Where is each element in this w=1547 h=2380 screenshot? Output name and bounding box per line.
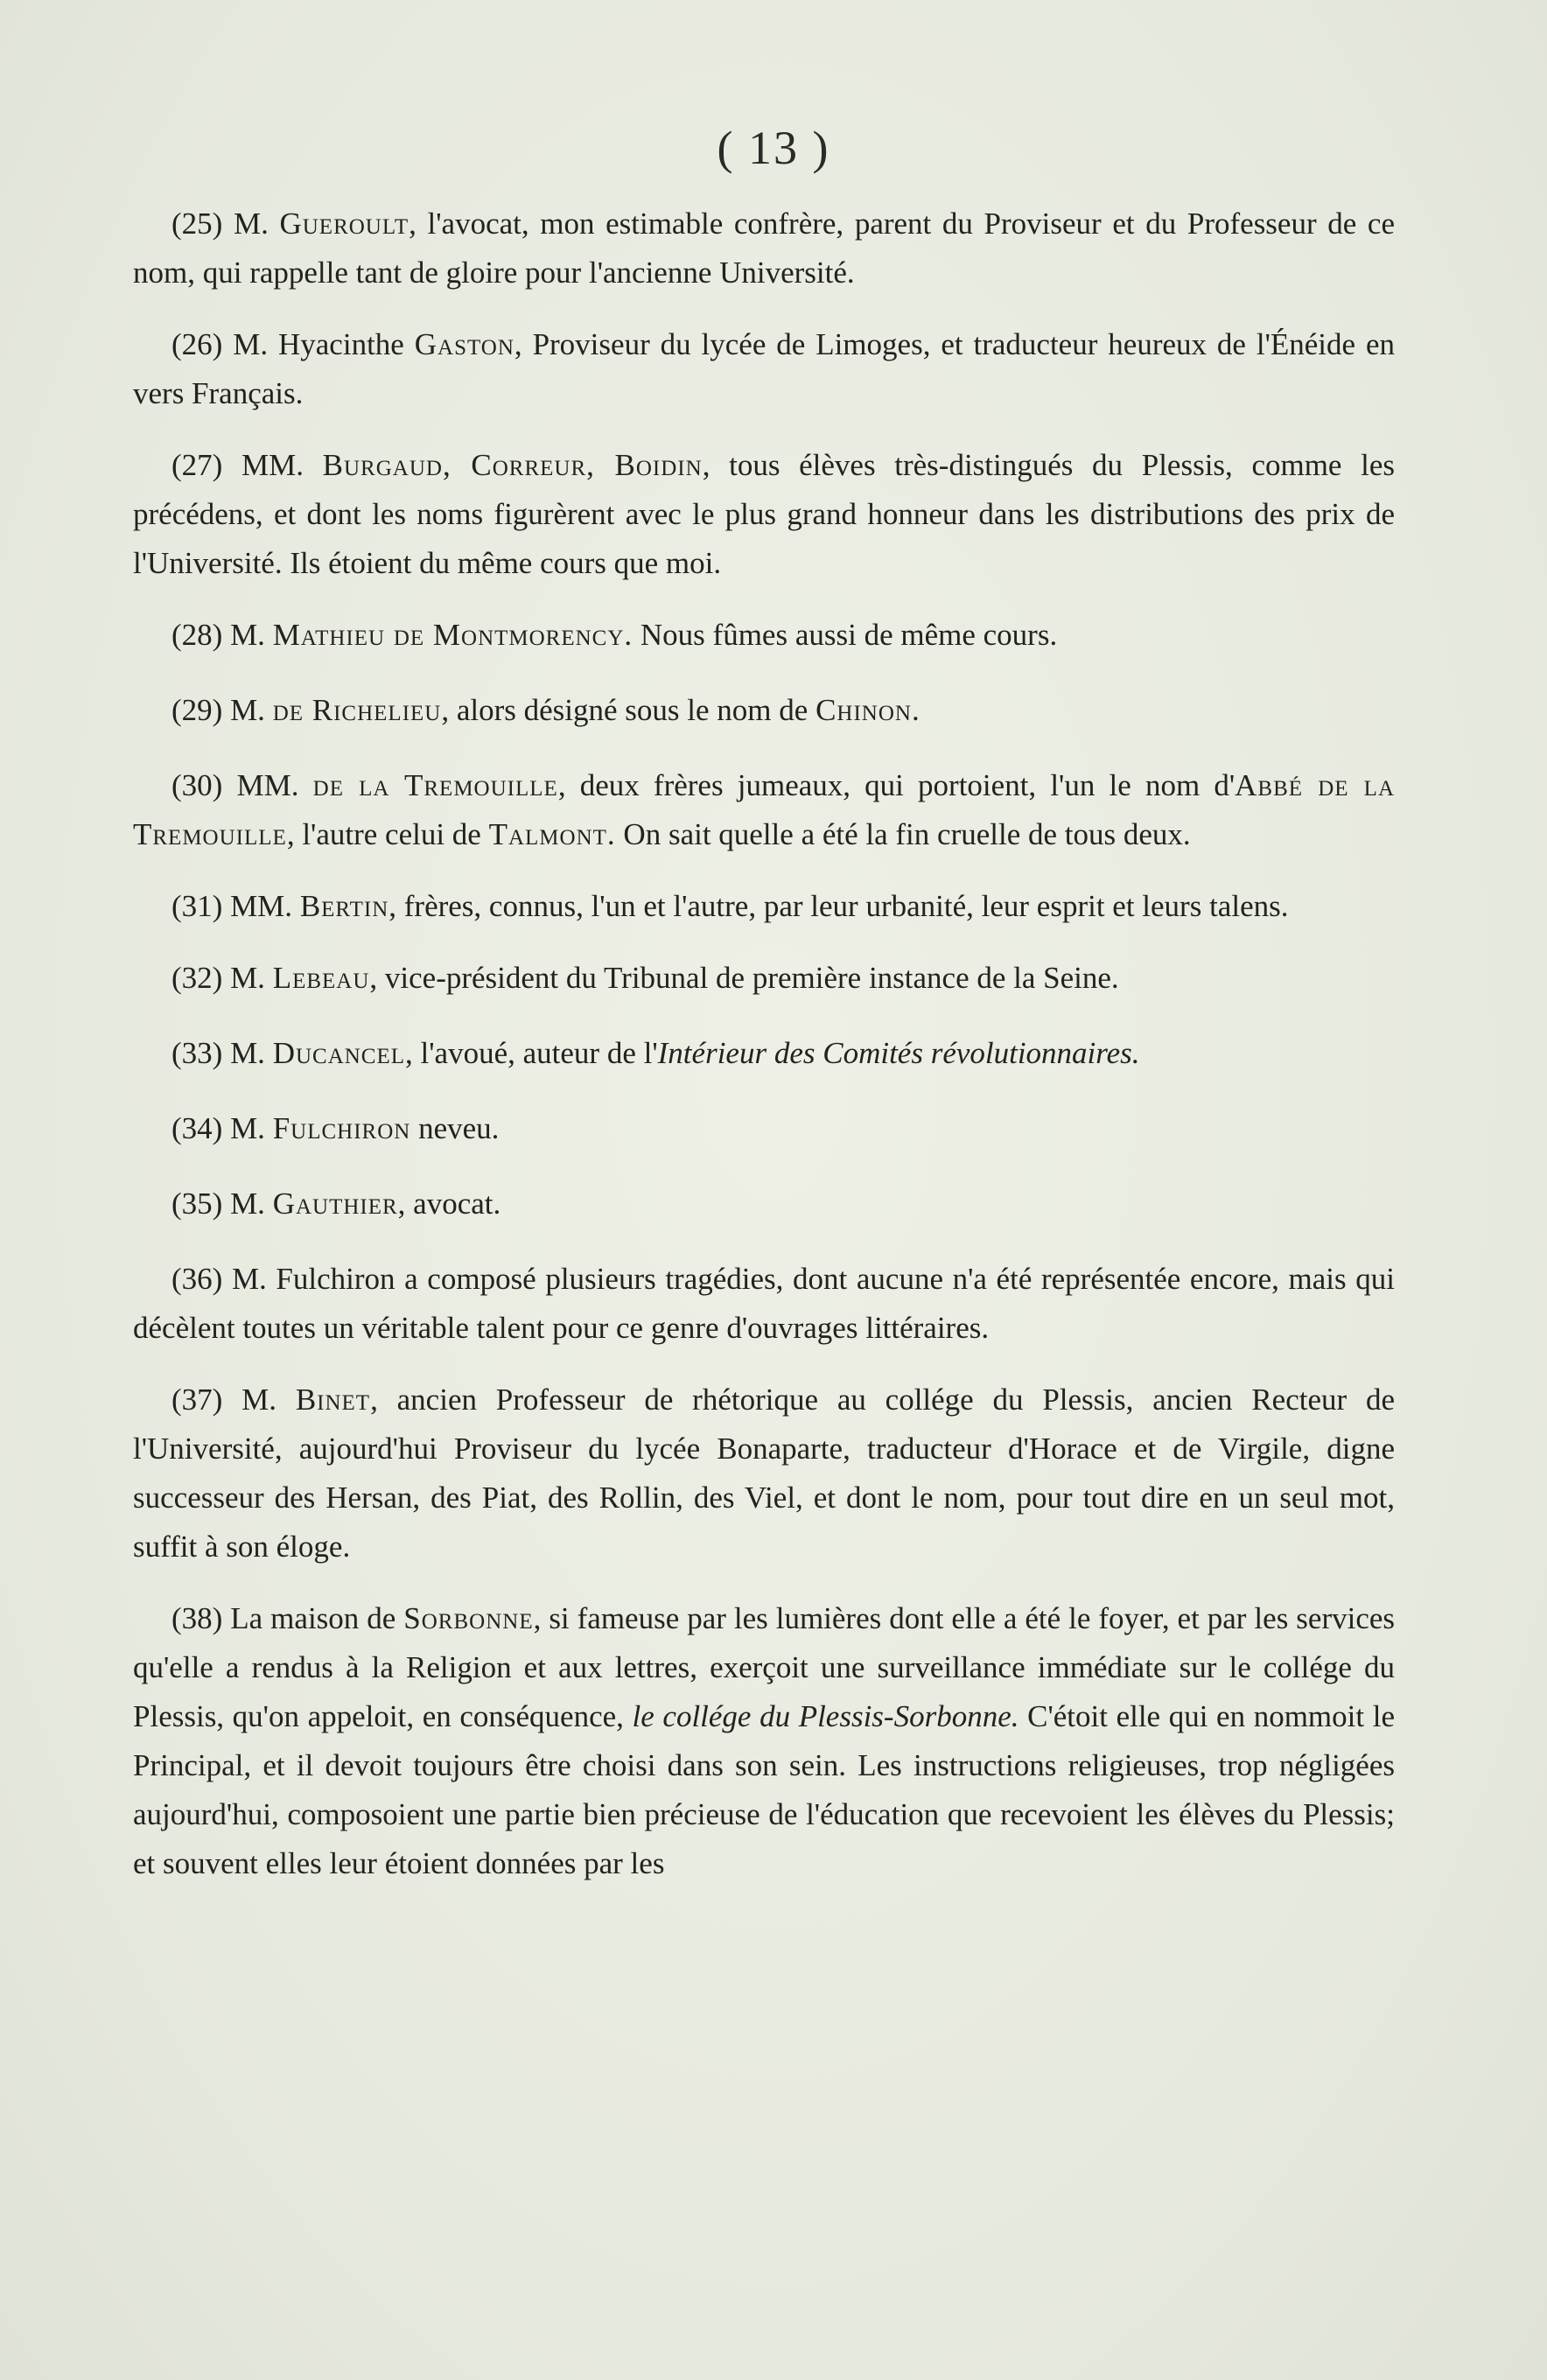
note-name-tertiary: Talmont. <box>488 817 616 851</box>
note-number: (26) <box>172 327 223 361</box>
note-26 <box>133 320 1395 418</box>
note-text: , avocat. <box>397 1186 501 1221</box>
note-38 <box>133 1594 1395 1888</box>
note-text: , frères, connus, l'un et l'autre, par leur urbanité, leur esprit et leurs talens. <box>388 889 1289 923</box>
note-32 <box>133 954 1395 1003</box>
note-name: Lebeau <box>272 961 370 995</box>
note-31 <box>133 882 1395 931</box>
note-lead: La maison de <box>230 1601 396 1635</box>
note-name: de Richelieu <box>272 693 442 727</box>
note-text: , vice-président du Tribunal de première instance de la Seine. <box>369 961 1119 995</box>
note-lead: M. <box>242 1382 276 1417</box>
note-27 <box>133 441 1395 588</box>
note-number: (34) <box>172 1111 223 1145</box>
note-lead: M. <box>230 1111 265 1145</box>
note-name: Ducancel <box>272 1036 406 1070</box>
note-text: , deux frères jumeaux, qui portoient, l'un le nom d' <box>557 768 1236 802</box>
note-number: (37) <box>172 1382 223 1417</box>
note-lead: M. <box>230 1186 265 1221</box>
note-33 <box>133 1029 1395 1078</box>
note-name: Bertin <box>299 889 389 923</box>
note-name: Sorbonne <box>403 1601 534 1635</box>
note-text: , tous élèves très-distingués du Plessis, comme les précédens, et dont les noms figurèrent avec le plus grand honneur dans les distributions des prix de l'Université. Ils étoient du même cours que moi. <box>133 448 1396 580</box>
note-lead: M. <box>230 693 265 727</box>
note-lead: M. <box>230 961 265 995</box>
note-name: Fulchiron <box>272 1111 411 1145</box>
note-35 <box>133 1180 1395 1228</box>
note-text-secondary: , l'autre celui de <box>286 817 489 851</box>
note-34 <box>133 1104 1395 1153</box>
note-text: , l'avocat, mon estimable confrère, parent du Proviseur et du Professeur de ce nom, qui rappelle tant de gloire pour l'ancienne Université. <box>133 206 1396 290</box>
note-lead: M. <box>233 206 269 241</box>
note-36 <box>133 1255 1395 1353</box>
note-name: Gueroult <box>279 206 410 241</box>
note-name: Gaston <box>414 327 514 361</box>
note-text-tertiary: On sait quelle a été la fin cruelle de tous deux. <box>615 817 1191 851</box>
note-text: M. Fulchiron a composé plusieurs tragédies, dont aucune n'a été représentée encore, mais qui décèlent toutes un véritable talent pour ce genre d'ouvrages littéraires. <box>133 1262 1395 1345</box>
note-text: , l'avoué, auteur de l' <box>405 1036 658 1070</box>
note-text: neveu. <box>410 1111 500 1145</box>
note-number: (30) <box>172 768 223 802</box>
note-name: Binet <box>295 1382 371 1417</box>
note-lead: MM. <box>236 768 299 802</box>
note-name: de la Tremouille <box>312 768 558 802</box>
note-name-secondary: Abbé de la Tremouille <box>133 768 1396 851</box>
note-number: (33) <box>172 1036 223 1070</box>
note-lead: M. Hyacinthe <box>233 327 404 361</box>
note-number: (27) <box>172 448 223 482</box>
note-text: , ancien Professeur de rhétorique au collége du Plessis, ancien Recteur de l'Université, aujourd'hui Proviseur du lycée Bonaparte, traducteur d'Horace et de Virgile, digne successeur des Hersan, des Piat, des Rollin, des Viel, et dont le nom, pour tout dire en un seul mot, suffit à son éloge. <box>133 1382 1395 1564</box>
page-number: ( 13 ) <box>717 122 830 174</box>
note-number: (31) <box>172 889 223 923</box>
note-italic-title: le collége du Plessis-Sorbonne. <box>632 1699 1019 1733</box>
note-name: Burgaud, Correur, Boidin <box>322 448 703 482</box>
note-25 <box>133 200 1395 298</box>
note-name: Gauthier <box>272 1186 398 1221</box>
endnotes-block <box>133 200 1395 1911</box>
note-text: , Proviseur du lycée de Limoges, et traducteur heureux de l'Énéide en vers Français. <box>133 327 1395 410</box>
note-number: (35) <box>172 1186 223 1221</box>
note-29 <box>133 686 1395 735</box>
note-text-secondary: C'étoit elle qui en nommoit le Principal, et il devoit toujours être choisi dans son sein. Les instructions religieuses, trop négligées aujourd'hui, composoient une partie bien précieuse de l'éducation que recevoient les élèves du Plessis; et souvent elles leur étoient données par les <box>133 1699 1395 1880</box>
note-lead: MM. <box>241 448 304 482</box>
note-italic-title: Intérieur des Comités révolutionnaires. <box>657 1036 1140 1070</box>
note-text: , alors désigné sous le nom de <box>441 693 816 727</box>
note-number: (32) <box>172 961 223 995</box>
note-number: (36) <box>172 1262 223 1296</box>
note-text: Nous fûmes aussi de même cours. <box>633 618 1058 652</box>
note-number: (29) <box>172 693 223 727</box>
note-number: (28) <box>172 618 223 652</box>
note-28 <box>133 611 1395 660</box>
note-name: Mathieu de Montmorency. <box>272 618 634 652</box>
note-lead: MM. <box>230 889 293 923</box>
note-name-secondary: Chinon. <box>816 693 920 727</box>
note-lead: M. <box>230 618 265 652</box>
note-number: (38) <box>172 1601 223 1635</box>
note-37 <box>133 1376 1395 1572</box>
note-number: (25) <box>172 206 223 241</box>
note-text: , si fameuse par les lumières dont elle a été le foyer, et par les services qu'elle a rendus à la Religion et aux lettres, exerçoit une surveillance immédiate sur le collége du Plessis, qu'on appeloit, en conséquence, <box>133 1601 1396 1733</box>
note-30 <box>133 761 1395 859</box>
note-lead: M. <box>230 1036 265 1070</box>
